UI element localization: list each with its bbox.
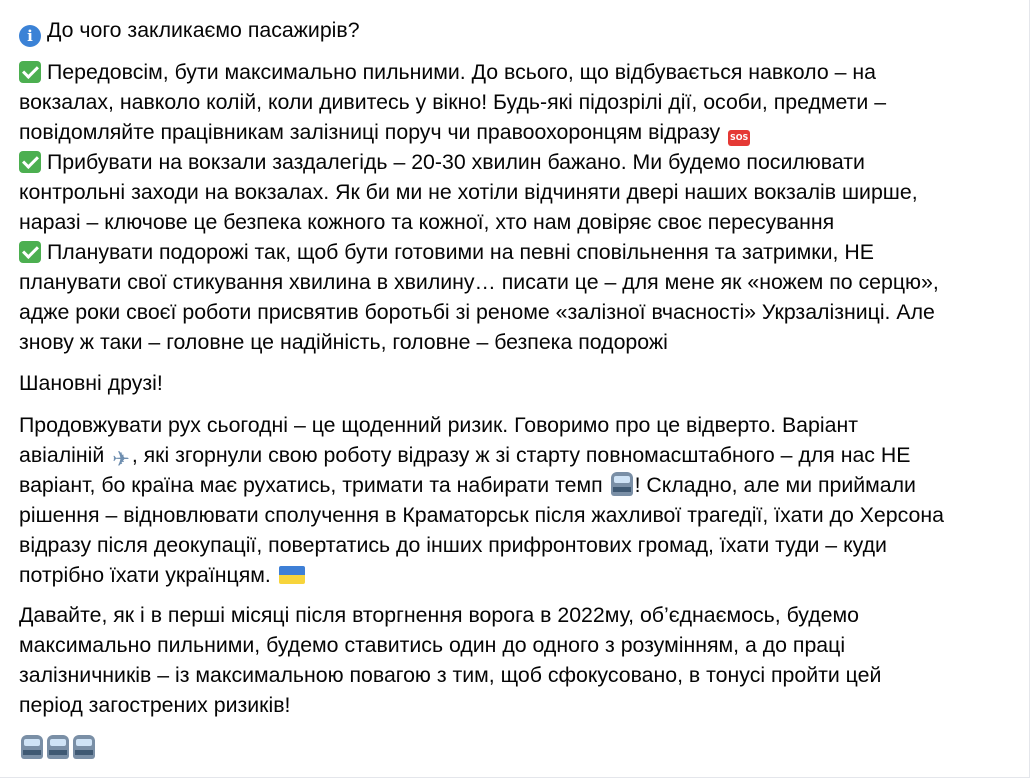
heading-text: До чого закликаємо пасажирів? xyxy=(47,18,360,42)
list-item-text: повідомляйте працівникам залізниці поруч чи правоохоронцям відразу xyxy=(19,120,721,144)
list-item-text: знову ж таки – головне це надійність, головне – безпека подорожі xyxy=(19,330,668,354)
list-item-plan-trips xyxy=(19,237,1029,357)
heading-line xyxy=(19,15,1029,47)
check-mark-icon xyxy=(19,61,41,83)
list-item-text: адже роки своєї роботи присвятив боротьбі зі реномe «залізної вчасності» Укрзалізниці. Але xyxy=(19,300,935,324)
list-item-text: планувати свої стикування хвилина в хвилину… писати це – для мене як «ножем по серцю», xyxy=(19,270,939,294)
list-item-arrive-early xyxy=(19,147,1029,237)
check-mark-icon xyxy=(19,241,41,263)
paragraph-unite: Давайте, як і в перші місяці після вторгнення ворога в 2022му, об’єднаємось, будемо максимально пильними, будемо ставитись один до одного з розумінням, а до праці залізничників – із максимальною повагою з тим, щоб сфокусовано, в тонусі пройти цей період загострених ризиків! xyxy=(19,603,882,717)
airplane-icon: ✈ xyxy=(112,448,130,471)
list-item-vigilance xyxy=(19,57,1029,147)
list-item-text: вокзалах, навколо колій, коли дивитесь у вікно! Будь-які підозрілі дії, особи, предмети – xyxy=(19,90,887,114)
list-item-text: наразі – ключове це безпека кожного та кожної, хто нам довіряє своє пересування xyxy=(19,210,835,234)
sos-icon: SOS xyxy=(728,130,750,146)
list-item-text: Прибувати на вокзали заздалегідь – 20-30 хвилин бажано. Ми будемо посилювати xyxy=(47,150,865,174)
train-icon xyxy=(611,472,633,496)
list-item-text: Передовсім, бути максимально пильними. До всього, що відбувається навколо – на xyxy=(47,60,876,84)
check-mark-icon xyxy=(19,151,41,173)
list-item-text: Планувати подорожі так, щоб бути готовими на певні сповільнення та затримки, НЕ xyxy=(47,240,874,264)
train-icon xyxy=(47,735,69,759)
paragraph-risk: Продовжувати рух сьогодні – це щоденний ризик. Говоримо про це відверто. Варіант авіаліній ✈, які згорнули свою роботу відразу ж зі старту повномасштабного – для нас НЕ варіант, бо країна має рухатись, тримати та набирати темп ! Складно, але ми приймали рішення – відновлювати сполучення в Краматорськ після жахливої трагедії, їхати до Херсона відразу після деокупації, повертатись до інших прифронтових громад, їхати туди – куди потрібно їхати українцям. xyxy=(19,413,944,587)
train-icon xyxy=(73,735,95,759)
train-icon xyxy=(21,735,43,759)
greeting: Шановні друзі! xyxy=(19,371,163,395)
info-icon: i xyxy=(19,25,41,47)
train-emoji-row xyxy=(19,733,1029,763)
ukraine-flag-icon xyxy=(279,566,305,584)
list-item-text: контрольні заходи на вокзалах. Як би ми не хотіли відчиняти двері наших вокзалів ширше, xyxy=(19,180,918,204)
